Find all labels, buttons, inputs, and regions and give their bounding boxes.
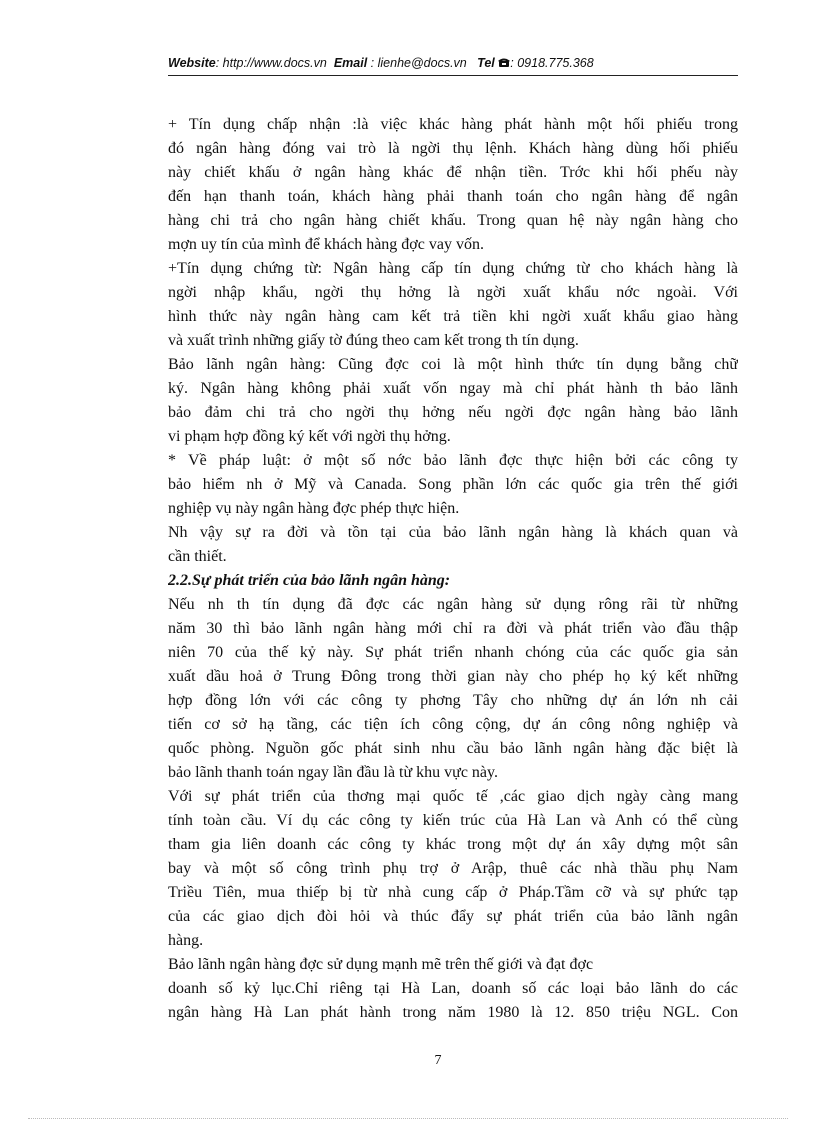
email-value: : lienhe@docs.vn [370,56,467,70]
text-line: Bảo lãnh ngân hàng: Cũng đợc coi là một hình thức tín dụng bằng chữ [168,356,738,373]
text-line: niên 70 của thế kỷ này. Sự phát triển nhanh chóng của các quốc gia sản [168,644,738,661]
text-line: Nh vậy sự ra đời và tồn tại của bảo lãnh ngân hàng là khách quan và [168,524,738,541]
text-line: vi phạm hợp đồng ký kết với ngời thụ hởng. [168,428,451,445]
text-line: năm 30 thì bảo lãnh ngân hàng mới chỉ ra đời và phát triển vào đầu thập [168,620,738,637]
text-line: bay và một số công trình phụ trợ ở Arập, thuê các nhà thầu phụ Nam [168,860,738,877]
text-line: ký. Ngân hàng không phải xuất vốn ngay mà chỉ phát hành th bảo lãnh [168,380,738,397]
text-line: Với sự phát triển của thơng mại quốc tế ,các giao dịch ngày càng mang [168,788,738,805]
phone-icon [498,57,510,71]
text-line: hàng. [168,932,204,949]
text-line: đó ngân hàng đóng vai trò là ngời thụ lệnh. Khách hàng dùng hối phiếu [168,140,738,157]
text-line: này chiết khấu ở ngân hàng khác để nhận tiền. Trớc khi hối phếu này [168,164,738,181]
text-line: hợp đồng lớn với các công ty phơng Tây cho những dự án lớn nh cải [168,692,738,709]
text-line: * Về pháp luật: ở một số nớc bảo lãnh đợc thực hiện bởi các công ty [168,452,738,469]
text-line: đến hạn thanh toán, khách hàng phải thanh toán cho ngân hàng để ngân [168,188,738,205]
text-line: bảo lãnh thanh toán ngay lần đầu là từ khu vực này. [168,764,498,781]
text-line: hàng chi trả cho ngân hàng chiết khấu. Trong quan hệ này ngân hàng cho [168,212,738,229]
text-line: xuất dầu hoả ở Trung Đông trong thời gian này cho phép họ ký kết những [168,668,738,685]
text-line: quốc phòng. Nguồn gốc phát sinh nhu cầu bảo lãnh ngân hàng đặc biệt là [168,740,738,757]
page-number: 7 [434,1053,442,1068]
text-line: nghiệp vụ này ngân hàng đợc phép thực hiện. [168,500,460,517]
footer-divider [28,1118,788,1119]
text-line: doanh số kỷ lục.Chỉ riêng tại Hà Lan, doanh số các loại bảo lãnh do các [168,980,738,997]
text-line: tiến cơ sở hạ tầng, các tiện ích công cộng, dự án công nông nghiệp và [168,716,738,733]
text-line: tham gia liên doanh các công ty khác trong một dự án xây dựng một sân [168,836,738,853]
text-line: ngời nhập khẩu, ngời thụ hởng là ngời xuất khẩu nớc ngoài. Với [168,284,738,301]
text-line: tính toàn cầu. Ví dụ các công ty kiến trúc của Hà Lan và Anh có thể cùng [168,812,738,829]
body-text [168,113,738,1025]
text-line: hình thức này ngân hàng cam kết trả tiền khi ngời xuất khẩu giao hàng [168,308,738,325]
text-line: + Tín dụng chấp nhận :là việc khác hàng phát hành một hối phiếu trong [168,116,738,133]
text-line: Bảo lãnh ngân hàng đợc sử dụng mạnh mẽ trên thế giới và đạt đợc [168,956,594,973]
website-value: : http://www.docs.vn [215,56,327,70]
text-line: Nếu nh th tín dụng đã đợc các ngân hàng sử dụng rông rãi từ những [168,596,738,613]
text-line: cần thiết. [168,548,227,565]
website-label: Website [168,56,216,70]
text-line: Triều Tiên, mua thiếp bị từ nhà cung cấp ở Pháp.Tầm cỡ và sự phức tạp [168,884,738,901]
text-line: mợn uy tín của mình để khách hàng đợc vay vốn. [168,236,484,253]
header-divider [168,75,738,76]
text-line: bảo đảm chi trả cho ngời thụ hởng nếu ngời đợc ngân hàng bảo lãnh [168,404,738,421]
section-heading: 2.2.Sự phát triển của bảo lãnh ngân hàng: [168,572,451,589]
text-line: ngân hàng Hà Lan phát hành trong năm 1980 là 12. 850 triệu NGL. Con [168,1004,738,1021]
text-line: và xuất trình những giấy tờ đúng theo cam kết trong th tín dụng. [168,332,579,349]
tel-value: : 0918.775.368 [510,56,594,70]
tel-label: Tel [477,56,495,70]
page-header [168,56,648,71]
text-line: +Tín dụng chứng từ: Ngân hàng cấp tín dụng chứng từ cho khách hàng là [168,260,738,277]
text-line: bảo hiểm nh ở Mỹ và Canada. Song phần lớn các quốc gia trên thế giới [168,476,738,493]
email-label: Email [333,56,368,70]
text-line: của các giao dịch đòi hỏi và thúc đẩy sự phát triển của bảo lãnh ngân [168,908,738,925]
